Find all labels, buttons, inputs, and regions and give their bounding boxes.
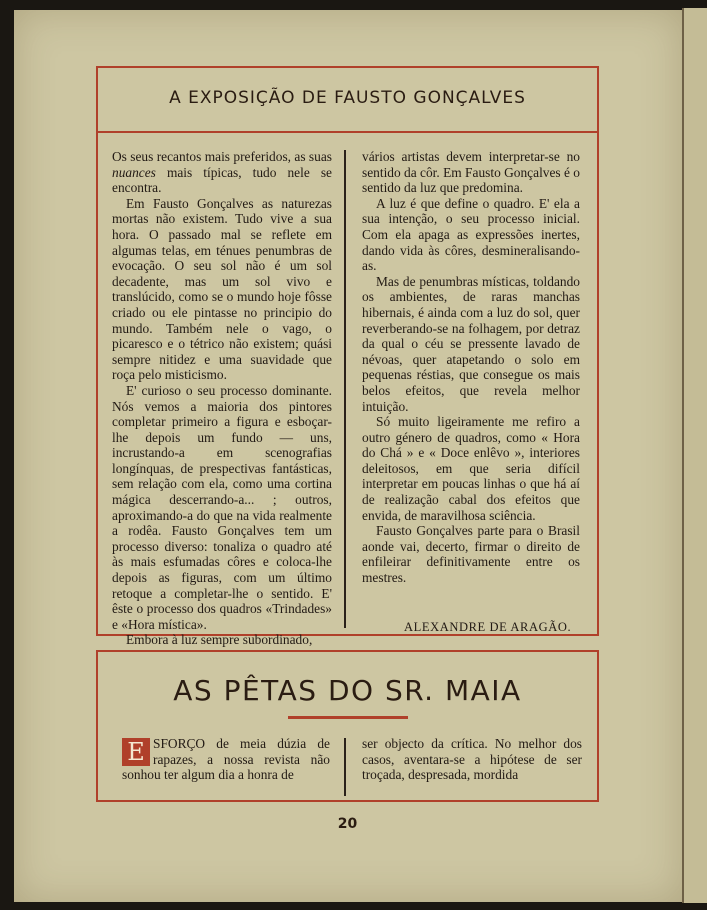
- column-divider-2: [344, 738, 346, 796]
- page-number: 20: [337, 816, 358, 832]
- article-right-column: [362, 149, 580, 586]
- paragraph-9: Fausto Gonçalves parte para o Brasil aonde vai, decerto, firmar o direito de enfileirar definitivamente entre os mestres.: [362, 523, 580, 586]
- article2-paragraph-right: ser objecto da crítica. No melhor dos casos, aventara-se a hipótese de ser troçada, despresada, mordida: [362, 736, 582, 783]
- paragraph-2: Em Fausto Gonçalves as naturezas mortas não existem. Tudo vive a sua hora. O passado mal se reflete em algumas telas, em ténues penumbras de evocação. O seu sol não é um sol decadente, mas um sol vivo e translúcido, como se o mundo hoje fôsse criado ou ele pintasse no principio do mundo. Também nele o vago, o picaresco e o tétrico não existem; quási sempre nitidez e uma suavidade que roça pelo misticismo.: [112, 195, 332, 383]
- paragraph-5: vários artistas devem interpretar-se no sentido da côr. Em Fausto Gonçalves é o sentido da luz que predomina.: [362, 149, 580, 196]
- title-rule: [288, 716, 408, 719]
- paragraph-1: Os seus recantos mais preferidos, as suas nuances mais típicas, tudo nele se encontra.: [112, 149, 332, 196]
- title-separator: [98, 131, 597, 133]
- author-signature: ALEXANDRE DE ARAGÃO.: [404, 620, 572, 634]
- paragraph-4: Embora à luz sempre subordinado,: [126, 632, 313, 648]
- paragraph-7: Mas de penumbras místicas, toldando os ambientes, de raras manchas hibernais, é ainda com a luz do sol, quer reverberando-se na folhagem, por detraz da qual o céu se pressente lavado de névoas, quer atapetando o solo em pequenas réstias, que consegue os mais belos efeitos, que revela melhor intuição.: [362, 273, 580, 414]
- article-title: A EXPOSIÇÃO DE FAUSTO GONÇALVES: [169, 88, 526, 108]
- italic-word: nuances: [112, 164, 156, 180]
- article2-title: AS PÊTAS DO SR. MAIA: [173, 674, 522, 707]
- adjacent-page-edge: [682, 8, 707, 903]
- article2-paragraph-left: [122, 736, 330, 783]
- article2-left-column: [122, 736, 330, 783]
- article-left-column: [112, 149, 332, 648]
- article2-right-column: [362, 736, 582, 783]
- column-divider: [344, 150, 346, 628]
- paragraph-3: E' curioso o seu processo dominante. Nós vemos a maioria dos pintores completar primeiro a figura e esboçar-lhe depois um fundo — uns, incrustando-a em scenografias longínquas, de prespectivas fantásticas, sem relação com ela, como uma cortina mágica descerrando-a... ; outros, aproximando-a do que na vida realmente a rodêa. Fausto Gonçalves tem um processo diverso: tonaliza o quadro até às mais esfumadas côres e coloca-lhe depois as figuras, com um último retoque a completar-lhe o sentido. E' êste o processo dos quadros «Trindades» e «Hora mística».: [112, 382, 332, 632]
- paragraph-8: Só muito ligeiramente me refiro a outro género de quadros, como « Hora do Chá » e « Doce enlêvo », interiores deleitosos, em que seria difícil interpretar em poucas linhas o que há aí de realização cabal dos efeitos que envida, de maravilhosa sciência.: [362, 414, 580, 523]
- article2-left-text: SFORÇO de meia dúzia de rapazes, a nossa revista não sonhou ter algum dia a honra de: [122, 736, 330, 783]
- dropcap-letter: E: [122, 738, 150, 766]
- paragraph-6: A luz é que define o quadro. E' ela a sua intenção, o seu processo inicial. Com ela apaga as expressões inertes, dando vida às côres, desmineralisando-as.: [362, 195, 580, 274]
